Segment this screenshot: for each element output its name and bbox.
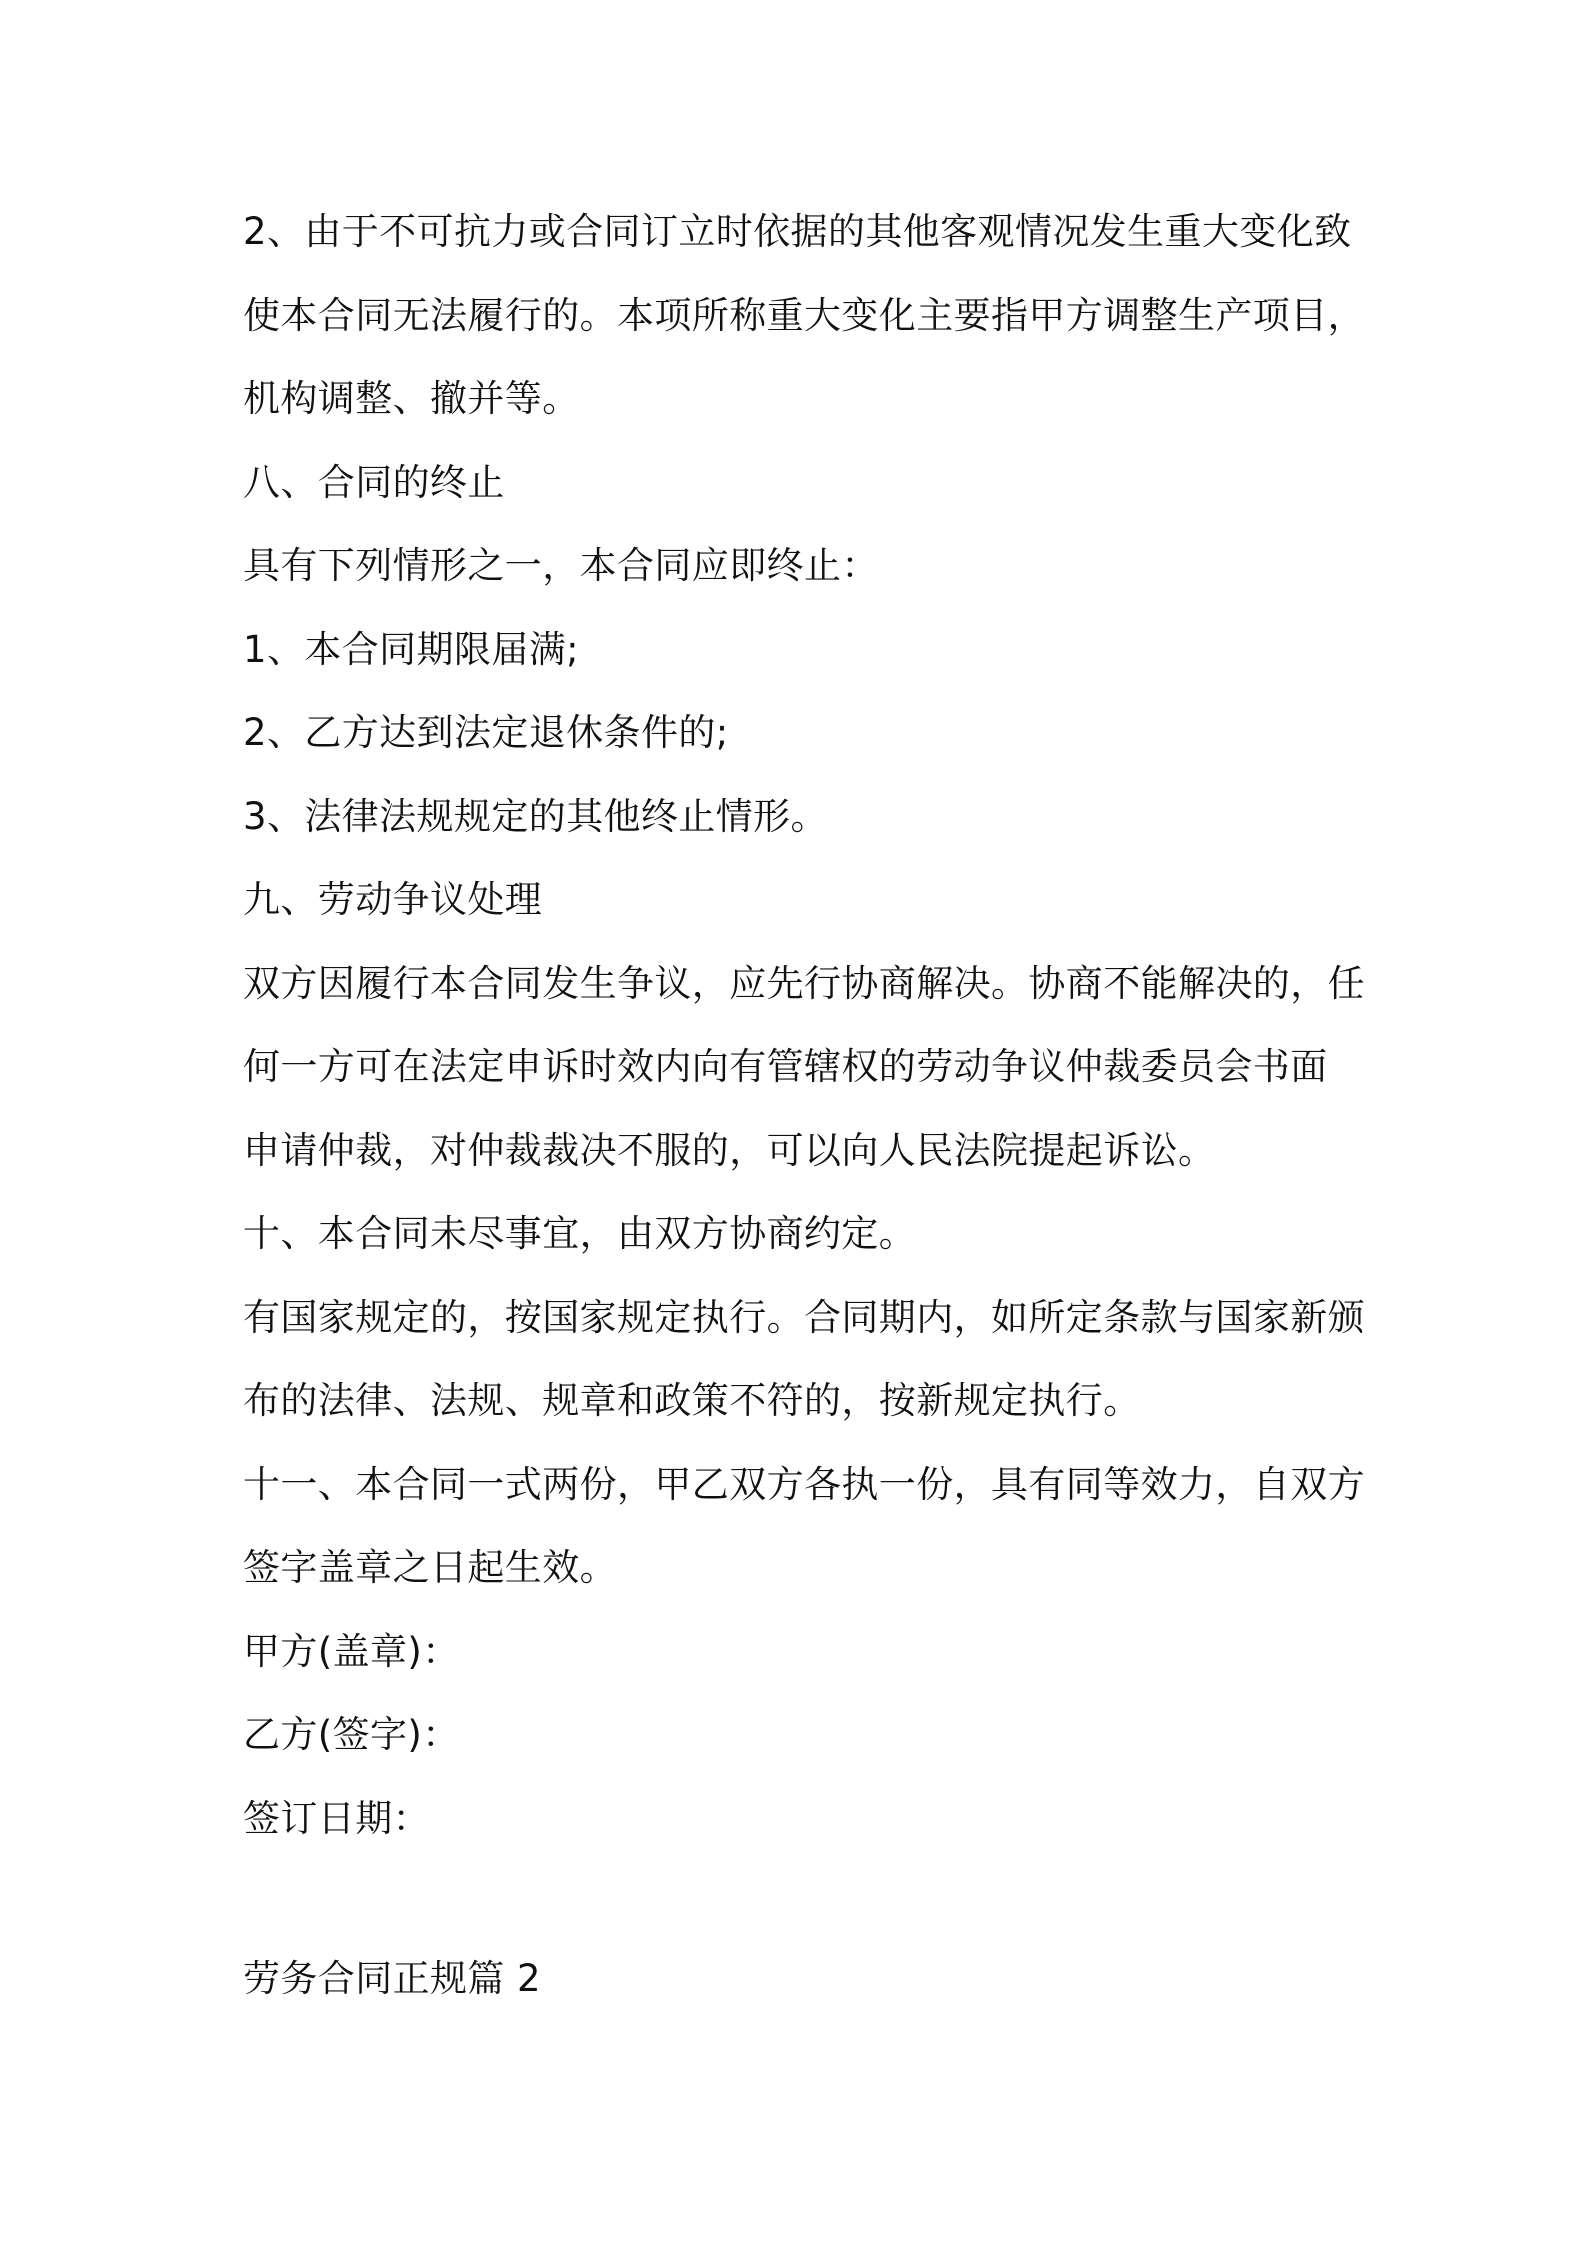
text-line-10: 双方因履行本合同发生争议，应先行协商解决。协商不能解决的，任 <box>243 961 1365 1005</box>
signing-date-label: 签订日期： <box>243 1796 430 1840</box>
section-heading-copies: 十一、本合同一式两份，甲乙双方各执一份，具有同等效力，自双方 <box>243 1462 1365 1506</box>
text-line-14: 有国家规定的，按国家规定执行。合同期内，如所定条款与国家新颁 <box>243 1295 1365 1339</box>
list-item-2: 2、乙方达到法定退休条件的; <box>243 711 729 754</box>
next-section-title: 劳务合同正规篇 2 <box>243 1957 541 2000</box>
section-heading-dispute: 九、劳动争议处理 <box>243 878 543 921</box>
text-line-11: 何一方可在法定申诉时效内向有管辖权的劳动争议仲裁委员会书面 <box>243 1045 1328 1088</box>
text-line-1: 2、由于不可抗力或合同订立时依据的其他客观情况发生重大变化致 <box>243 210 1352 253</box>
section-spacer <box>243 1860 1363 1937</box>
text-line-15: 布的法律、法规、规章和政策不符的，按新规定执行。 <box>243 1379 1141 1422</box>
text-line-12: 申请仲裁，对仲裁裁决不服的，可以向人民法院提起诉讼。 <box>243 1128 1216 1172</box>
list-item-3: 3、法律法规规定的其他终止情形。 <box>243 794 828 838</box>
party-b-signature-label: 乙方(签字)： <box>243 1713 460 1756</box>
list-item-1: 1、本合同期限届满; <box>243 627 580 671</box>
text-line-17: 签字盖章之日起生效。 <box>243 1546 617 1589</box>
document-body <box>243 190 1363 2021</box>
section-heading-misc: 十、本合同未尽事宜，由双方协商约定。 <box>243 1212 917 1255</box>
section-heading-termination: 八、合同的终止 <box>243 460 505 504</box>
text-line-3: 机构调整、撤并等。 <box>243 377 580 420</box>
document-text <box>243 190 1363 1860</box>
text-line-5: 具有下列情形之一，本合同应即终止： <box>243 544 879 587</box>
text-line-2: 使本合同无法履行的。本项所称重大变化主要指甲方调整生产项目， <box>243 293 1365 337</box>
party-a-signature-label: 甲方(盖章)： <box>243 1629 460 1673</box>
next-section <box>243 1937 1363 2021</box>
